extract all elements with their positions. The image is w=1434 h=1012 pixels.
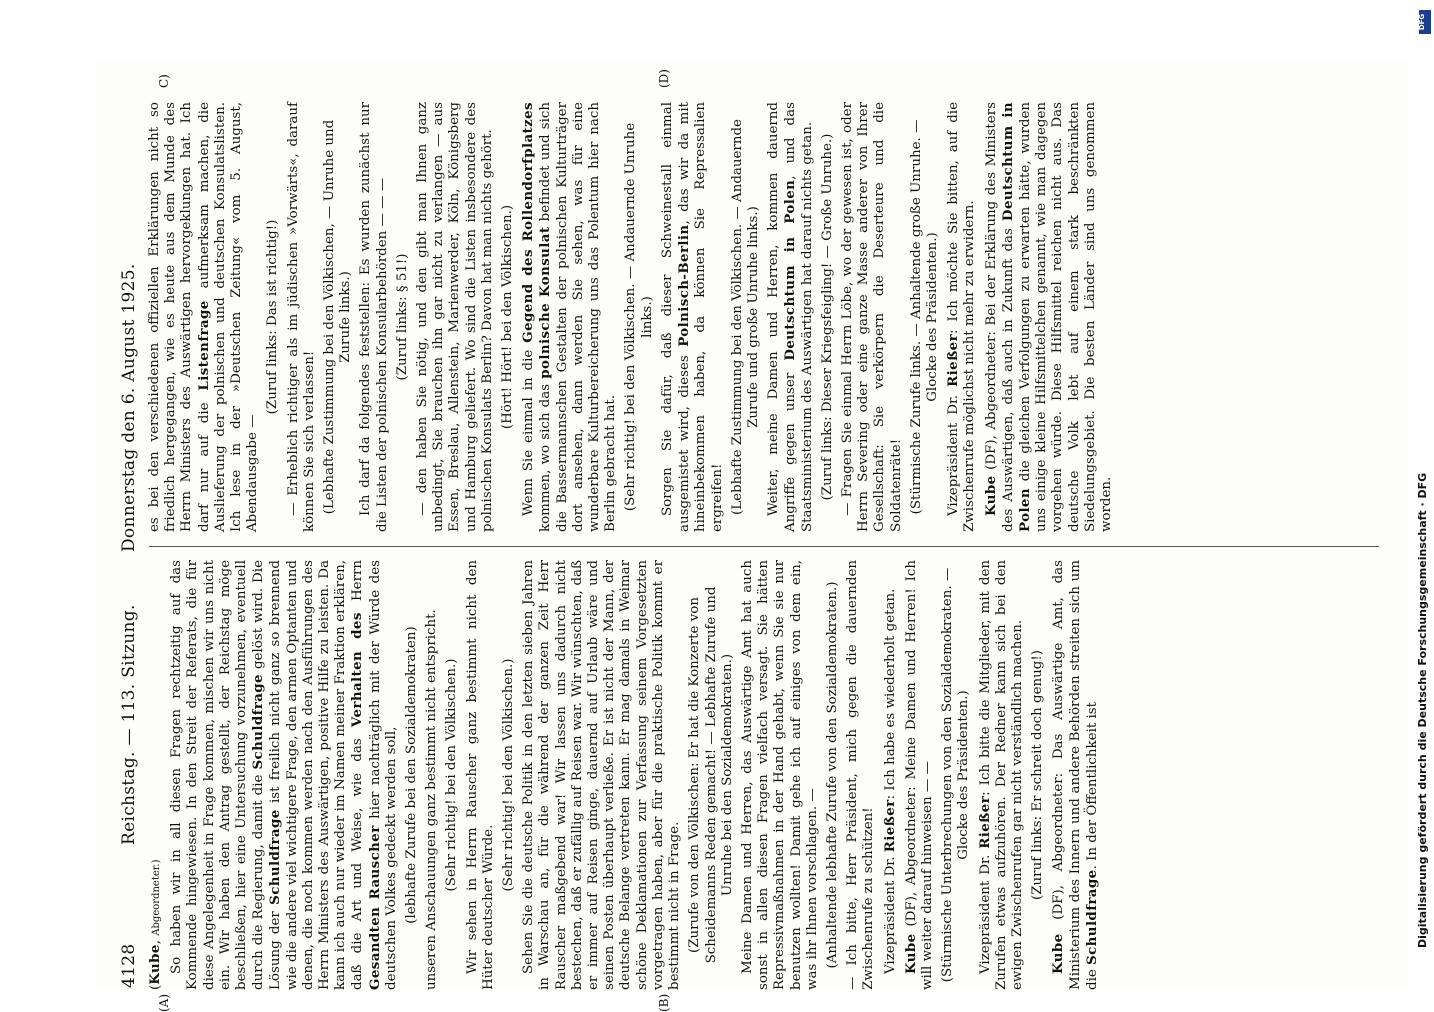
margin-mark-a: (A) [157,993,171,1012]
interjection: (Stürmische Unterbrechungen von den Sozialdemokraten. — Glocke des Präsidenten.) [940,567,972,983]
paragraph: unseren Anschauungen ganz bestimmt nicht entspricht. [424,609,440,990]
interjection: (Sehr richtig! bei den Völkischen. — Andauernde Unruhe links.) [623,122,655,512]
interjection: (Hört! Hört! bei den Völkischen.) [500,204,516,430]
column-divider [149,546,1379,547]
interjection: (Zuruf links: § 51!) [394,253,410,381]
speaker-line: Kube (DF), Abgeordneter: Das Auswärtige Amt, das Ministerium des Innern und andere Behörden streiten sich um die Schuldfrage. In der Öffentlichkeit ist [1050,560,1100,990]
interjection: (Sehr richtig! bei den Völkischen.) [501,658,517,892]
paragraph: Ich darf da folgendes feststellen: Es wurden zunächst nur die Listen der polnischen Konsularbehörden — — — [358,102,390,532]
interjection: (Zuruf links: Dieser Kriegsfeigling! — Große Unruhe.) [819,133,835,501]
rotated-sheet [97,60,1407,1012]
interjection: (Lebhafte Zustimmung bei den Völkischen, — Unruhe und Zurufe links.) [322,119,354,515]
paragraph: — Fragen Sie einmal Herrn Löbe, wo der gewesen ist, oder Herrn Severing oder eine ganze Masse anderer von Ihrer Gesellschaft: Sie verkörpern die Deserteure und die Soldatenräte! [839,102,904,532]
interjection: (Zurufe von den Völkischen: Er hat die Konzerte von Scheidemanns Reden gemacht! — Lebhafte Zurufe und Unruhe bei den Sozialdemokraten.) [687,586,735,964]
interjection: (Anhaltende lebhafte Zurufe von den Sozialdemokraten.) [824,581,840,969]
interjection: (Lebhafte Zustimmung bei den Völkischen. — Andauernde Zurufe und große Unruhe links.) [729,119,761,515]
left-column [147,560,1105,990]
margin-mark-b: (B) [657,993,671,1012]
running-header [119,60,143,990]
page-number: 4128 [119,943,139,988]
paragraph: Weiter, meine Damen und Herren, kommen dauernd Angriffe gegen unser Deutschtum in Polen, und das Staatsministerium des Auswärtigen hat darauf nichts getan. [766,102,815,532]
paragraph: Wenn Sie einmal in die Gegend des Rollendorfplatzes kommen, wo sich das polnische Konsulat befindet und sich die Bassermannschen Gestalten der polnischen Kulturträger dort ansehen, dann werden Sie sehen, was für eine wunderbare Kulturbereicherung uns das Polentum hier nach Berlin gebracht hat. [520,102,619,532]
header-date: Donnerstag den 6. August 1925. [119,263,139,552]
paragraph: Meine Damen und Herren, das Auswärtige Amt hat auch sonst in allen diesen Fragen vielfach versagt. Sie hätten Repressivmaßnahmen in der Hand gehabt, wenn Sie sie nur benutzen wollten! Damit gehe ich auf einiges von dem ein, was ihr Ihnen vorschlagen. — [739,560,820,990]
paragraph: So haben wir in all diesen Fragen rechtzeitig auf das Kommende hingewiesen. In den Streit der Referats, die für diese Angelegenheit in Frage kommen, mischen wir uns nicht ein. Wir haben den Antrag gestellt, der Reichstag möge beschließen, hier eine Untersuchung vorzunehmen, eventuell durch die Regierung, damit die Schuldfrage gelöst wird. Die Lösung der Schuldfrage ist freilich nicht ganz so brennend wie die andere viel wichtigere Frage, den armen Optanten und denen, die noch kommen werden nach den Ausführungen des Herrn Ministers des Auswärtigen, positive Hilfe zu leisten. Da kann ich auch nur wieder im Namen meiner Fraktion erklären, daß die Art und Weise, wie das Verhalten des Herrn Gesandten Rauscher hier nachträglich mit der Würde des deutschen Volkes gedeckt werden soll, [169,559,399,990]
dfg-logo: DFG [1419,10,1431,34]
president-remark: Vizepräsident Dr. Rießer: Ich habe es wiederholt getan. [881,588,898,974]
paragraph: Wir sehen in Herrn Rauscher ganz bestimmt nicht den Hüter deutscher Würde. [464,560,496,990]
interjection: (lebhafte Zurufe bei den Sozialdemokraten) [404,626,420,924]
paragraph: — Erheblich richtiger als im jüdischen »Vorwärts«, darauf können Sie sich verlassen! [285,102,317,532]
speaker-continued: (Kube, Abgeordneter.) [147,859,163,990]
interjection: (Zuruf links: Das ist richtig!) [265,219,281,415]
interjection: (Sehr richtig! bei den Völkischen.) [444,658,460,892]
paragraph: — den haben Sie nötig, und den gibt man Ihnen ganz unbedingt, Sie brauchen ihn gar nicht zu verlangen — aus Essen, Breslau, Allenstein, Marienwerder, Köln, Königsberg und Hamburg geliefert. Wo sind die Listen insbesondere des polnischen Konsulats Berlin? Davon hat man nichts gehört. [415,102,495,532]
president-remark: Vizepräsident Dr. Rießer: Ich möchte Sie bitten, auf die Zwischenrufe möglichst nicht mehr zu erwidern. [945,102,978,532]
speaker-line: Kube (DF), Abgeordneter: Meine Damen und Herren! Ich will weiter darauf hinweisen — — [902,560,935,990]
speaker-line: Kube (DF), Abgeordneter: Bei der Erklärung des Ministers des Auswärtigen, daß auch in Zukunft das Deutschtum in Polen die gleichen Verfolgungen zu erwarten hätte, wurden uns einige kleine Hilfsmittelchen genannt, wie man dagegen vorgehen würde. Diese Hilfsmittel reichen nicht aus. Das deutsche Volk lebt auf einem stark beschränkten Siedelungsgebiet. Die besten Länder sind uns genommen worden. [982,102,1114,532]
paragraph: Sorgen Sie dafür, daß dieser Schweinestall einmal ausgemistet wird, dieses Polnisch-Berlin, das wir da mit hineinbekommen haben, da können Sie Repressalien ergreifen! [659,102,725,532]
dfg-credit-strip [1416,8,1434,998]
paragraph: es bei den verschiedenen offiziellen Erklärungen nicht so friedlich hergegangen, wie es heute aus dem Munde des Herrn Ministers des Auswärtigen hervorgeklungen hat. Ich darf nur auf die Listenfrage aufmerksam machen, die Auslieferung der polnischen und deutschen Konsulatslisten. Ich lese in der »Deutschen Zeitung« vom 5. August, Abendausgabe — [147,102,261,532]
right-column [147,102,1119,532]
margin-mark-c: C) [157,74,171,88]
paragraph: — Ich bitte, Herr Präsident, mich gegen die dauernden Zwischenrufe zu schützen! [845,560,877,990]
paragraph: Sehen Sie die deutsche Politik in den letzten sieben Jahren in Warschau an, für die während der ganzen Zeit Herr Rauscher maßgebend war! Wir lassen uns dadurch nicht bestechen, daß er zufällig auf Reisen war. Wir wünschten, daß er immer auf Reisen ginge, dauernd auf Urlaub wäre und seinen Posten überhaupt verließe. Er ist nicht der Mann, der deutsche Belange vertreten kann. Er mag damals in Weimar schöne Deklamationen zur Verfassung seinem Vorgesetzten vorgetragen haben, aber für die praktische Politik kommt er bestimmt nicht in Frage. [521,560,683,990]
dfg-credit-text: Digitalisierung gefördert durch die Deutsche Forschungsgemeinschaft · DFG [1416,472,1429,948]
scanned-page [97,60,1407,1012]
interjection: (Zuruf links: Er schreit doch genug!) [1030,650,1046,900]
interjection: (Stürmische Zurufe links. — Anhaltende große Unruhe. — Glocke des Präsidenten.) [908,119,940,515]
header-session: Reichstag. — 113. Sitzung. [119,604,139,845]
president-remark: Vizepräsident Dr. Rießer: Ich bitte die Mitglieder, mit den Zurufen etwas aufzuhören. Der Redner kann sich bei den ewigen Zwischenrufen gar nicht verständlich machen. [976,559,1025,990]
margin-mark-d: (D) [657,69,671,88]
